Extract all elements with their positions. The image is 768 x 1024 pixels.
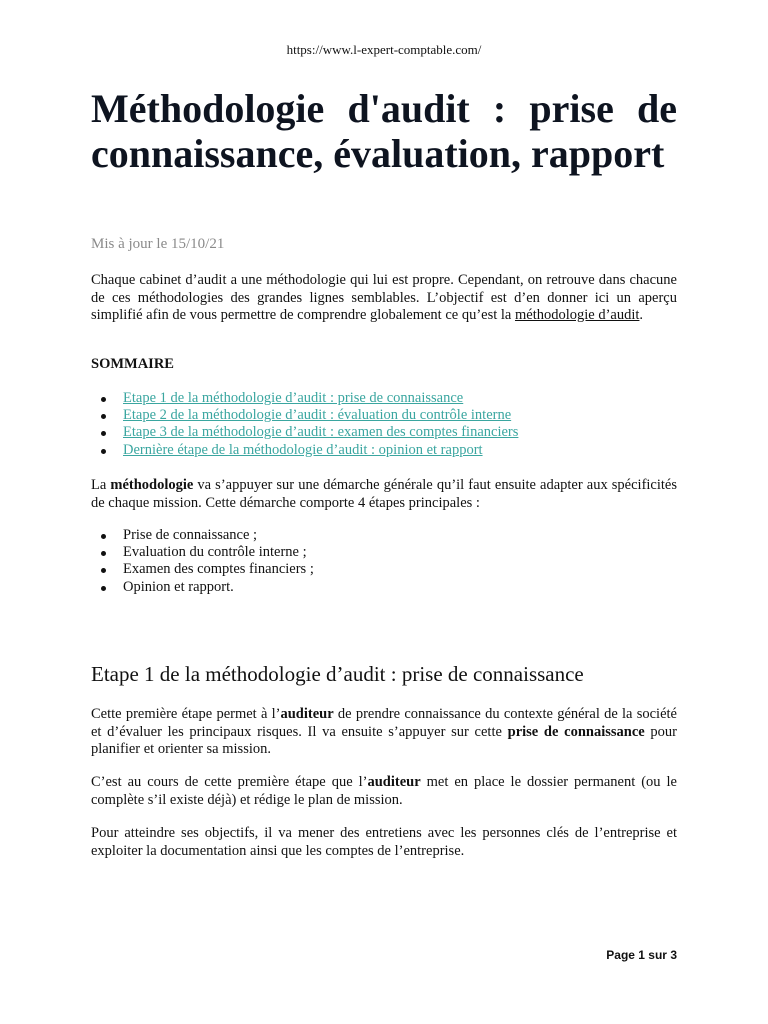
toc-item bbox=[91, 424, 677, 441]
toc-link-step-2[interactable]: Etape 2 de la méthodologie d’audit : évaluation du contrôle interne bbox=[123, 407, 512, 424]
toc-link-step-1[interactable]: Etape 1 de la méthodologie d’audit : prise de connaissance bbox=[123, 390, 464, 406]
intro-paragraph bbox=[91, 272, 677, 325]
steps-list bbox=[91, 527, 677, 596]
step-item: Examen des comptes financiers ; bbox=[91, 561, 677, 578]
s1p1-c: de prendre connaissance du contexte général de la société et d’évaluer les principaux risques. Il va ensuite s’appuyer sur cette bbox=[91, 706, 677, 740]
toc-item bbox=[91, 407, 677, 424]
s1p1-bold-prise: prise de connaissance bbox=[507, 723, 645, 740]
s1p1-a: Cette première étape permet à l’ bbox=[91, 706, 281, 722]
step-item: Opinion et rapport. bbox=[91, 579, 677, 596]
toc-link-step-4[interactable]: Dernière étape de la méthodologie d’audit : opinion et rapport bbox=[123, 441, 483, 458]
table-of-contents bbox=[91, 390, 677, 459]
section1-paragraph-2 bbox=[91, 774, 677, 809]
page-number: Page 1 sur 3 bbox=[606, 948, 677, 962]
s1p1-bold-auditeur: auditeur bbox=[280, 706, 334, 722]
methodology-link[interactable]: méthodologie d’audit bbox=[514, 307, 640, 323]
step-item: Evaluation du contrôle interne ; bbox=[91, 544, 677, 561]
method-post: va s’appuyer sur une démarche générale qu’il faut ensuite adapter aux spécificités de chaque mission. Cette démarche comporte 4 étapes principales : bbox=[91, 477, 677, 511]
s1p1-e: pour planifier et orienter sa mission. bbox=[91, 723, 677, 757]
section1-paragraph-1 bbox=[91, 706, 677, 759]
method-bold: méthodologie bbox=[110, 477, 194, 493]
toc-item bbox=[91, 442, 677, 459]
intro-end: . bbox=[639, 307, 644, 323]
s1p2-bold-auditeur: auditeur bbox=[367, 774, 421, 790]
sommaire-heading: SOMMAIRE bbox=[91, 356, 174, 372]
section1-paragraph-3: Pour atteindre ses objectifs, il va mener des entretiens avec les personnes clés de l’entreprise et exploiter la documentation ainsi que les comptes de l’entreprise. bbox=[91, 825, 677, 859]
updated-date: Mis à jour le 15/10/21 bbox=[91, 236, 225, 252]
intro-text: Chaque cabinet d’audit a une méthodologie qui lui est propre. Cependant, on retrouve dans chacune de ces méthodologies des grandes lignes semblables. L’objectif est d’en donner ici un aperçu simplifié afin de vous permettre de comprendre globalement ce qu’est la bbox=[91, 272, 677, 323]
header-url: https://www.l-expert-comptable.com/ bbox=[286, 42, 482, 57]
toc-link-step-3[interactable]: Etape 3 de la méthodologie d’audit : examen des comptes financiers bbox=[123, 424, 519, 441]
s1p2-a: C’est au cours de cette première étape que l’ bbox=[91, 774, 368, 790]
s1p2-c: met en place le dossier permanent (ou le complète s’il existe déjà) et rédige le plan de mission. bbox=[91, 774, 677, 808]
step-item: Prise de connaissance ; bbox=[91, 527, 677, 544]
toc-item bbox=[91, 390, 677, 407]
methodology-paragraph bbox=[91, 477, 677, 512]
method-pre: La bbox=[91, 477, 111, 493]
page-title: Méthodologie d'audit : prise de connaissance, évaluation, rapport bbox=[91, 86, 677, 176]
section-heading-step-1: Etape 1 de la méthodologie d’audit : prise de connaissance bbox=[91, 662, 584, 686]
